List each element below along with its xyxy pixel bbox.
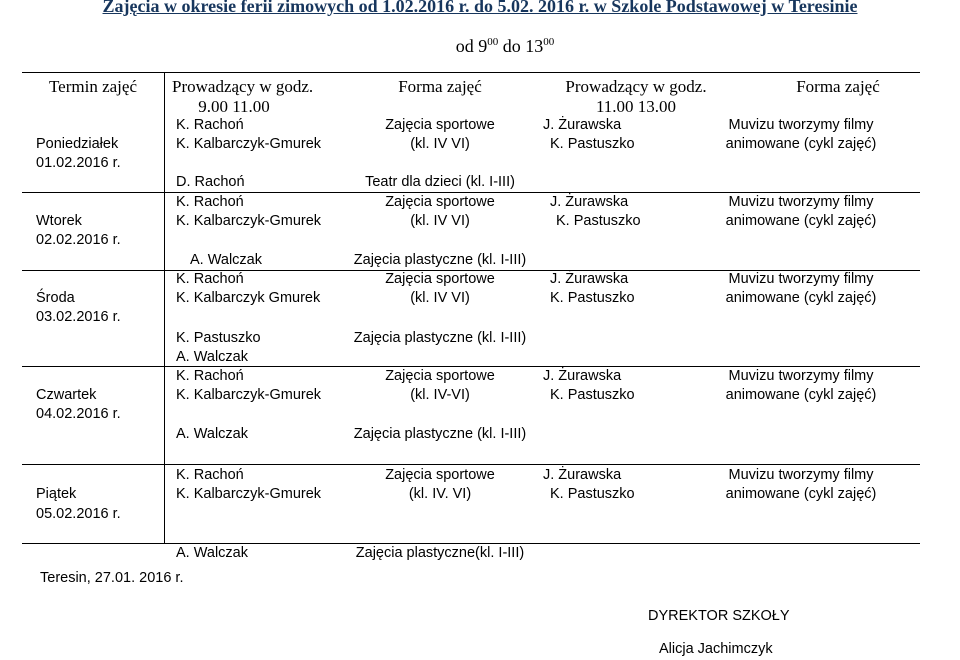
activity-line: Zajęcia plastyczne (kl. I-III) xyxy=(353,426,527,442)
teacher-line: K. Pastuszko xyxy=(556,213,641,229)
teacher-line: K. Kalbarczyk-Gmurek xyxy=(176,213,322,229)
day-date: 05.02.2016 r. xyxy=(36,506,121,522)
teacher-line: K. Kalbarczyk-Gmurek xyxy=(176,486,322,502)
activity-line: (kl. IV. VI) xyxy=(408,486,472,502)
table-top-border xyxy=(22,72,920,73)
activity-line: Zajęcia plastyczne(kl. I-III) xyxy=(355,545,525,561)
activity-line: Zajęcia sportowe xyxy=(385,194,495,210)
activity-line: (kl. IV VI) xyxy=(410,290,470,306)
teacher-line: K. Pastuszko xyxy=(550,136,635,152)
day-date: 02.02.2016 r. xyxy=(36,232,121,248)
header-prowadzacy-midday: Prowadzący w godz. 11.00 13.00 xyxy=(565,77,707,116)
teacher-line: K. Rachoń xyxy=(176,271,244,287)
day-name: Poniedziałek xyxy=(36,136,119,152)
teacher-line: A. Walczak xyxy=(176,426,248,442)
day-name: Piątek xyxy=(36,486,77,502)
activity-line: Muvizu tworzymy filmy xyxy=(728,117,874,133)
activity-line: Zajęcia plastyczne (kl. I-III) xyxy=(353,252,527,268)
teacher-line: D. Rachoń xyxy=(176,174,245,190)
header-termin: Termin zajęć xyxy=(48,77,137,96)
activity-line: Zajęcia sportowe xyxy=(385,368,495,384)
teacher-line: K. Rachoń xyxy=(176,467,244,483)
teacher-line: K. Kalbarczyk-Gmurek xyxy=(176,136,322,152)
activity-line: Zajęcia plastyczne (kl. I-III) xyxy=(353,330,527,346)
teacher-line: J. Żurawska xyxy=(543,368,622,384)
day-date: 03.02.2016 r. xyxy=(36,309,121,325)
header-prowadzacy-morning: Prowadzący w godz. 9.00 11.00 xyxy=(172,77,314,116)
day-date: 01.02.2016 r. xyxy=(36,155,121,171)
teacher-line: A. Walczak xyxy=(176,545,248,561)
activity-line: Zajęcia sportowe xyxy=(385,467,495,483)
day-name: Czwartek xyxy=(36,387,97,403)
activity-line: (kl. IV VI) xyxy=(410,213,470,229)
header-forma-midday: Forma zajęć xyxy=(796,77,880,96)
teacher-line: K. Kalbarczyk Gmurek xyxy=(176,290,321,306)
activity-line: (kl. IV-VI) xyxy=(410,387,470,403)
signature-name: Alicja Jachimczyk xyxy=(659,641,773,657)
column-divider xyxy=(164,72,165,544)
teacher-line: J. Żurawska xyxy=(543,467,622,483)
teacher-line: J. Żurawska xyxy=(543,117,622,133)
teacher-line: A. Walczak xyxy=(190,252,262,268)
day-name: Środa xyxy=(36,290,75,306)
teacher-line: K. Rachoń xyxy=(176,194,244,210)
activity-line: Zajęcia sportowe xyxy=(385,117,495,133)
activity-line: animowane (cykl zajęć) xyxy=(725,213,877,229)
activity-line: Muvizu tworzymy filmy xyxy=(728,194,874,210)
place-and-date: Teresin, 27.01. 2016 r. xyxy=(40,570,184,586)
activity-line: Muvizu tworzymy filmy xyxy=(728,271,874,287)
activity-line: animowane (cykl zajęć) xyxy=(725,486,877,502)
teacher-line: J. Żurawska xyxy=(550,194,629,210)
activity-line: (kl. IV VI) xyxy=(410,136,470,152)
document-title: Zajęcia w okresie ferii zimowych od 1.02.2016 r. do 5.02. 2016 r. w Szkole Podstawowej w Teresinie xyxy=(102,0,858,16)
teacher-line: J. Żurawska xyxy=(550,271,629,287)
activity-line: Zajęcia sportowe xyxy=(385,271,495,287)
signature-role: DYREKTOR SZKOŁY xyxy=(648,608,790,624)
teacher-line: K. Rachoń xyxy=(176,117,244,133)
row-divider xyxy=(22,464,920,465)
hours-subtitle: od $9^{00}$ do $13^{00}$ xyxy=(455,36,555,56)
teacher-line: A. Walczak xyxy=(176,349,248,365)
teacher-line: K. Pastuszko xyxy=(550,387,635,403)
header-forma-morning: Forma zajęć xyxy=(398,77,482,96)
teacher-line: K. Rachoń xyxy=(176,368,244,384)
teacher-line: K. Pastuszko xyxy=(176,330,261,346)
day-date: 04.02.2016 r. xyxy=(36,406,121,422)
teacher-line: K. Kalbarczyk-Gmurek xyxy=(176,387,322,403)
day-name: Wtorek xyxy=(36,213,82,229)
activity-line: Teatr dla dzieci (kl. I-III) xyxy=(365,174,515,190)
teacher-line: K. Pastuszko xyxy=(550,486,635,502)
activity-line: animowane (cykl zajęć) xyxy=(725,387,877,403)
activity-line: animowane (cykl zajęć) xyxy=(725,290,877,306)
activity-line: Muvizu tworzymy filmy xyxy=(728,368,874,384)
activity-line: Muvizu tworzymy filmy xyxy=(728,467,874,483)
teacher-line: K. Pastuszko xyxy=(550,290,635,306)
activity-line: animowane (cykl zajęć) xyxy=(725,136,877,152)
